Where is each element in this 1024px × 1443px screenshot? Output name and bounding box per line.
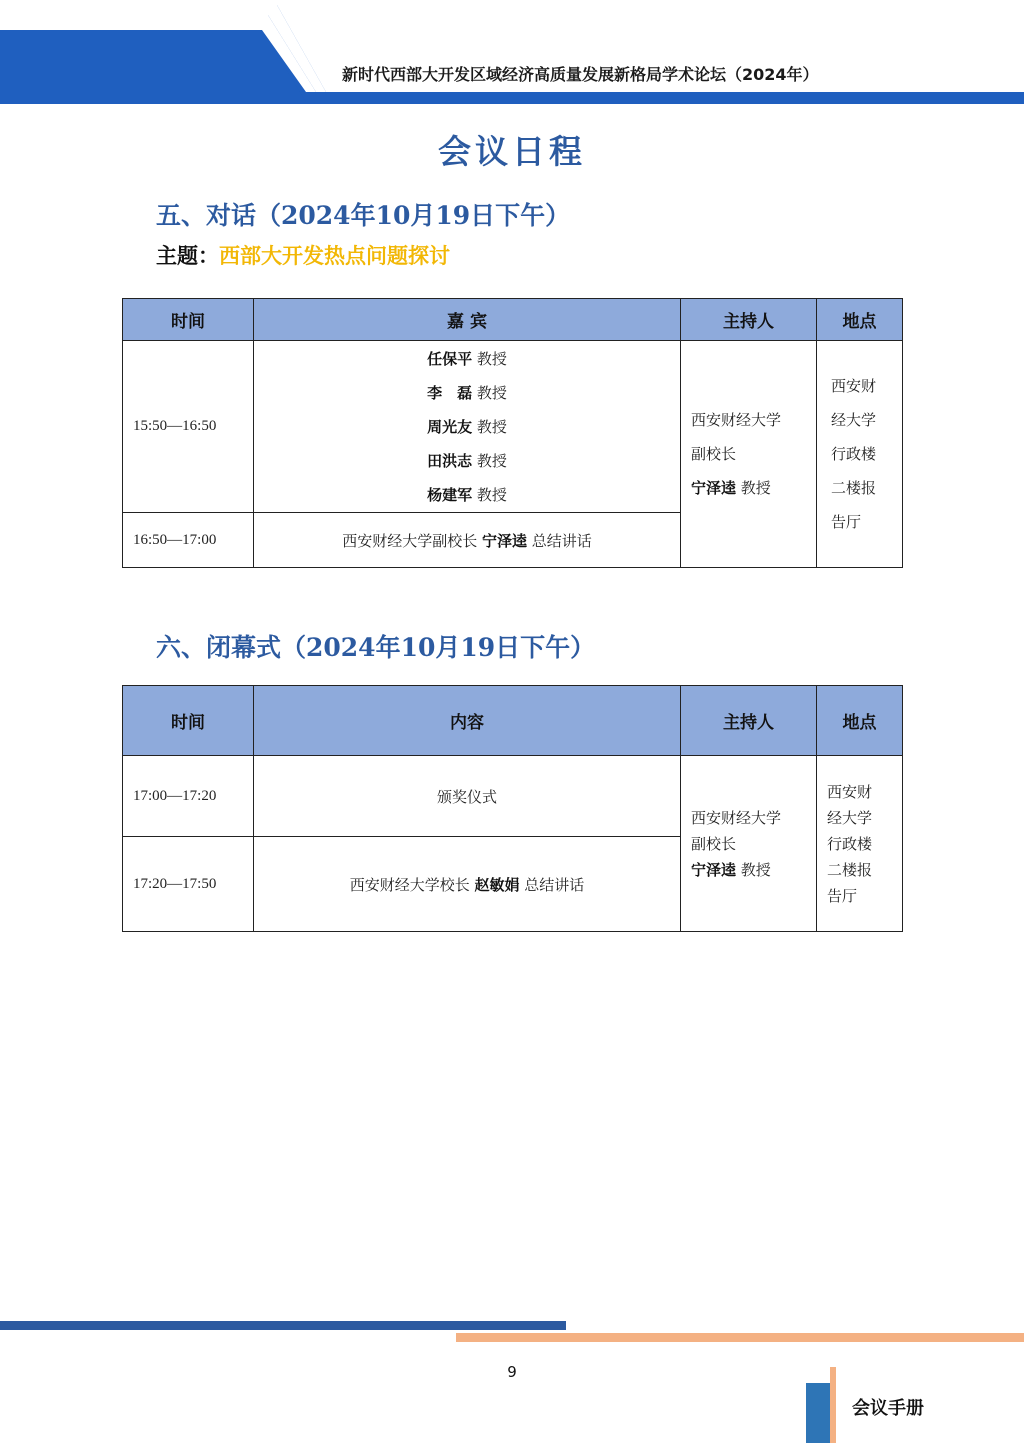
guests-cell: [254, 341, 681, 513]
header-place: 地点: [817, 299, 903, 341]
page-title: 会议日程: [438, 132, 586, 171]
header-guests: 嘉 宾: [254, 299, 681, 341]
header-time: 时间: [123, 299, 254, 341]
content-cell: 西安财经大学副校长 宁泽逵 总结讲话: [254, 513, 681, 568]
header-host: 主持人: [681, 686, 817, 756]
footer-blue-block: [806, 1383, 830, 1443]
header-time: 时间: [123, 686, 254, 756]
time-cell: 15:50—16:50: [123, 341, 254, 513]
content-cell: 颁奖仪式: [254, 756, 681, 837]
handbook-label: 会议手册: [852, 1398, 924, 1419]
content-cell: 西安财经大学校长 赵敏娟 总结讲话: [254, 837, 681, 932]
table-row: [123, 341, 903, 513]
header-banner: [0, 0, 1024, 104]
guest-item: 杨建军 教授: [427, 485, 507, 504]
section6-title: 六、闭幕式（2024年10月19日下午）: [156, 633, 596, 662]
guest-item: 田洪志 教授: [427, 451, 507, 470]
theme-value: 西部大开发热点问题探讨: [219, 244, 450, 268]
dialogue-schedule-table: [122, 298, 903, 568]
table-header-row: [123, 686, 903, 756]
header-place: 地点: [817, 686, 903, 756]
place-cell: 西安财 经大学 行政楼 二楼报 告厅: [817, 756, 903, 932]
guest-item: 周光友 教授: [427, 417, 507, 436]
footer-orange-bar: [456, 1333, 1024, 1342]
host-cell: 西安财经大学 副校长 宁泽逵 教授: [681, 756, 817, 932]
time-cell: 16:50—17:00: [123, 513, 254, 568]
time-cell: 17:20—17:50: [123, 837, 254, 932]
host-cell: 西安财经大学 副校长 宁泽逵 教授: [681, 341, 817, 568]
closing-schedule-table: [122, 685, 903, 932]
table-row: [123, 756, 903, 837]
footer-orange-block: [830, 1367, 836, 1443]
page-number: 9: [507, 1363, 517, 1381]
header-content: 内容: [254, 686, 681, 756]
guest-item: 李 磊 教授: [427, 383, 507, 402]
place-cell: 西安财 经大学 行政楼 二楼报 告厅: [817, 341, 903, 568]
footer-blue-bar: [0, 1321, 566, 1330]
time-cell: 17:00—17:20: [123, 756, 254, 837]
section5-title: 五、对话（2024年10月19日下午）: [156, 201, 571, 230]
guest-item: 任保平 教授: [427, 349, 507, 368]
section5-theme: [156, 240, 450, 270]
table-header-row: [123, 299, 903, 341]
header-title: 新时代西部大开发区域经济高质量发展新格局学术论坛（2024年）: [342, 65, 819, 84]
header-host: 主持人: [681, 299, 817, 341]
theme-label: 主题：: [156, 244, 219, 268]
